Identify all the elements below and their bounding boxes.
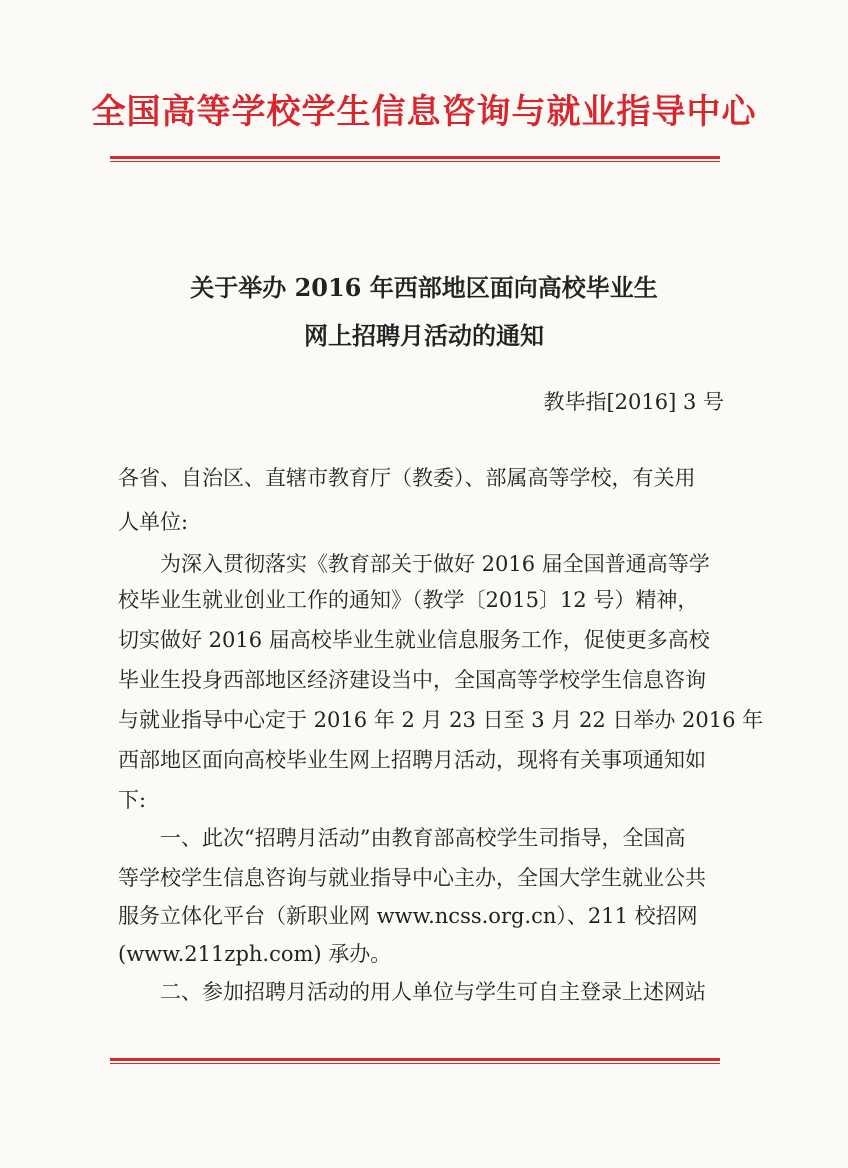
body-line: 校毕业生就业创业工作的通知》（教学〔2015〕12 号）精神，: [118, 588, 699, 612]
body-line: (www.211zph.com) 承办。: [118, 942, 392, 966]
body-line: 西部地区面向高校毕业生网上招聘月活动，现将有关事项通知如: [118, 748, 706, 772]
notice-title-line1: 关于举办 2016 年西部地区面向高校毕业生: [190, 273, 658, 302]
issuing-organization: 全国高等学校学生信息咨询与就业指导中心: [91, 92, 757, 132]
body-line: 下:: [118, 788, 147, 812]
footer-rule-thin: [110, 1063, 720, 1064]
body-line: 毕业生投身西部地区经济建设当中，全国高等学校学生信息咨询: [118, 668, 706, 692]
body-line: 服务立体化平台（新职业网 www.ncss.org.cn）、211 校招网: [118, 904, 698, 928]
body-line: 切实做好 2016 届高校毕业生就业信息服务工作，促使更多高校: [118, 628, 710, 652]
body-line: 二、参加招聘月活动的用人单位与学生可自主登录上述网站: [160, 980, 706, 1004]
footer-rule-thick: [110, 1058, 720, 1061]
document-number: 教毕指[2016] 3 号: [543, 390, 724, 414]
header-rule-thin: [110, 161, 720, 162]
body-line: 等学校学生信息咨询与就业指导中心主办，全国大学生就业公共: [118, 866, 706, 890]
body-line: 为深入贯彻落实《教育部关于做好 2016 届全国普通高等学: [160, 552, 710, 576]
body-line: 一、此次“招聘月活动”由教育部高校学生司指导，全国高: [160, 826, 686, 850]
header-rule-thick: [110, 156, 720, 159]
notice-title-line2: 网上招聘月活动的通知: [304, 321, 544, 350]
body-line: 各省、自治区、直辖市教育厅（教委）、部属高等学校，有关用: [118, 466, 696, 490]
body-line: 人单位:: [118, 510, 189, 534]
body-line: 与就业指导中心定于 2016 年 2 月 23 日至 3 月 22 日举办 2016 年: [118, 708, 764, 732]
